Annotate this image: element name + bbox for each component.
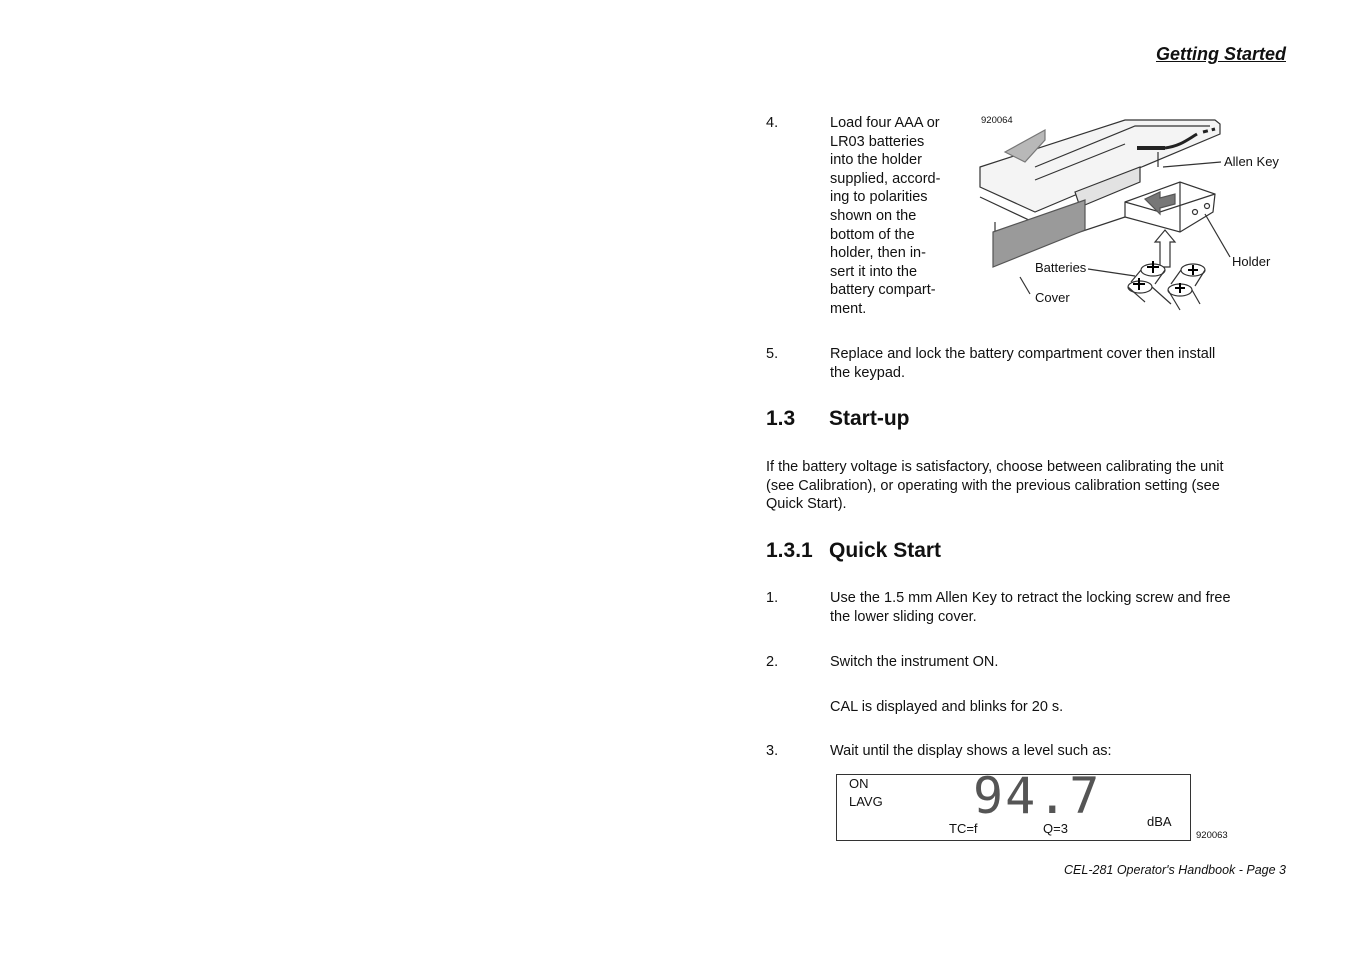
lcd-exchange-rate: Q=3 [1043, 821, 1068, 836]
allen-key-label: Allen Key [1224, 154, 1279, 169]
lcd-display-figure [836, 767, 1191, 841]
batteries-label: Batteries [1035, 260, 1087, 275]
step-4-number: 4. [766, 115, 779, 131]
page-footer: CEL-281 Operator's Handbook - Page 3 [1064, 863, 1286, 877]
cover-label: Cover [1035, 290, 1070, 305]
holder-label: Holder [1232, 254, 1271, 269]
lcd-time-constant: TC=f [949, 821, 978, 836]
cal-note-text: CAL is displayed and blinks for 20 s. [830, 699, 1064, 715]
running-header: Getting Started [1155, 44, 1286, 64]
display-figure-code: 920063 [1196, 830, 1228, 841]
quick-step-1-number: 1. [766, 590, 779, 606]
section-heading-startup: 1.3 Start-up [766, 407, 910, 430]
battery-figure-code: 920064 [981, 115, 1013, 126]
lcd-unit: dBA [1147, 814, 1172, 829]
step-5-text: Replace and lock the battery compartment cover then install the keypad. [830, 346, 1216, 381]
battery-installation-figure [975, 112, 1285, 327]
quick-step-2-number: 2. [766, 654, 779, 670]
step-4-text: Load four AAA or LR03 batteries into the holder supplied, accord- ing to polarities shown on the bottom of the holder, then in- sert it into the battery compart- ment. [830, 115, 941, 317]
quick-step-3-text: Wait until the display shows a level such as: [830, 743, 1112, 759]
step-5-number: 5. [766, 346, 779, 362]
section-heading-quick-start: 1.3.1 Quick Start [766, 539, 942, 562]
lcd-on-indicator: ON [849, 776, 869, 791]
quick-step-1-text: Use the 1.5 mm Allen Key to retract the locking screw and free the lower sliding cover. [830, 590, 1231, 625]
startup-paragraph: If the battery voltage is satisfactory, choose between calibrating the unit (see Calibration), or operating with the previous calibration setting (see Quick Start). [766, 459, 1224, 513]
lcd-lavg-indicator: LAVG [849, 794, 883, 809]
quick-step-2-text: Switch the instrument ON. [830, 654, 999, 670]
lcd-level-value: 94.7 [973, 767, 1102, 825]
quick-step-3-number: 3. [766, 743, 779, 759]
